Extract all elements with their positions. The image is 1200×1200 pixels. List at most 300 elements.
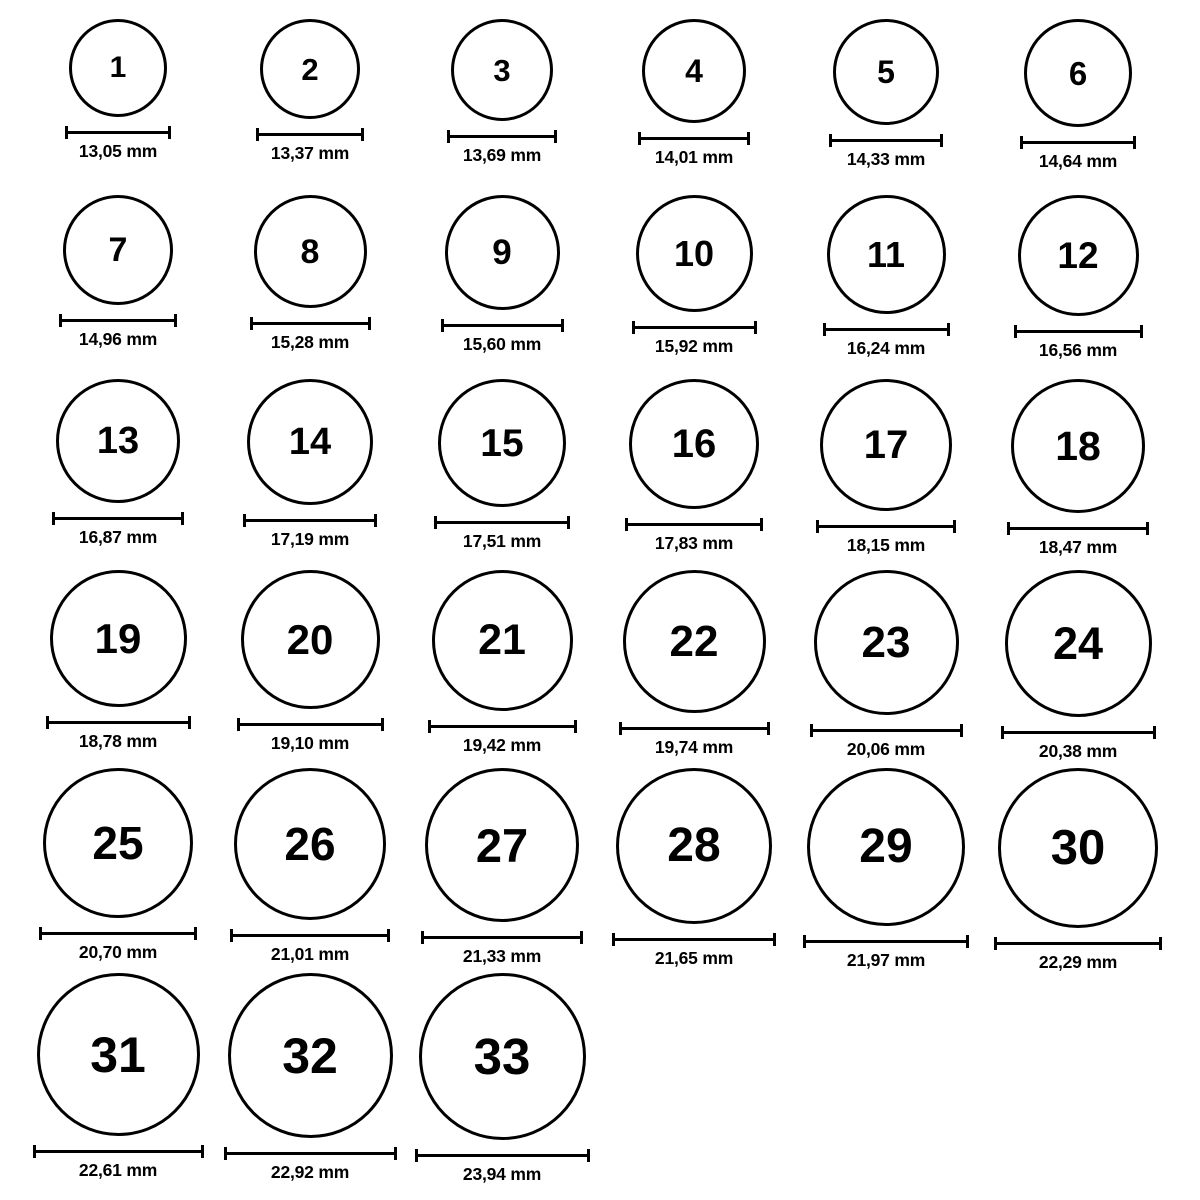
- measure-tick-right-icon: [368, 317, 371, 330]
- measure-line: [612, 938, 776, 941]
- measure-line: [59, 319, 177, 322]
- measure-bar: [994, 937, 1162, 948]
- measure-tick-left-icon: [1001, 726, 1004, 739]
- measure-tick-left-icon: [1007, 522, 1010, 535]
- ring-size-cell[interactable]: [406, 18, 598, 166]
- measure-line: [52, 517, 184, 520]
- ring-size-number: 15: [480, 421, 524, 465]
- diameter-measure: [1014, 324, 1143, 336]
- ring-size-cell[interactable]: [982, 569, 1174, 762]
- ring-size-number: 12: [1057, 235, 1099, 276]
- measure-tick-right-icon: [574, 720, 577, 733]
- ring-circle-wrap: [22, 972, 214, 1137]
- diameter-label: 15,28 mm: [270, 332, 350, 352]
- diameter-measure: [59, 313, 177, 325]
- ring-circle-wrap: [22, 194, 214, 306]
- ring-outline-circle: [228, 973, 393, 1138]
- ring-circle-wrap: [214, 194, 406, 309]
- measure-bar: [829, 134, 943, 145]
- measure-bar: [1014, 325, 1143, 336]
- ring-circle-wrap: [598, 767, 790, 925]
- ring-outline-circle: [432, 570, 573, 711]
- ring-size-cell[interactable]: [22, 194, 214, 350]
- diameter-label: 14,33 mm: [846, 149, 926, 169]
- diameter-measure: [1007, 521, 1149, 533]
- measure-line: [65, 131, 171, 134]
- diameter-label: 13,37 mm: [270, 143, 350, 163]
- measure-tick-left-icon: [415, 1149, 418, 1162]
- diameter-label: 18,78 mm: [78, 731, 158, 751]
- ring-size-cell[interactable]: [598, 569, 790, 758]
- ring-size-cell[interactable]: [598, 194, 790, 357]
- measure-tick-right-icon: [940, 134, 943, 147]
- ring-outline-circle: [629, 379, 759, 509]
- diameter-label: 20,06 mm: [846, 739, 926, 759]
- measure-tick-right-icon: [374, 514, 377, 527]
- diameter-label: 20,38 mm: [1038, 741, 1118, 761]
- diameter-measure: [1020, 135, 1136, 147]
- measure-tick-right-icon: [181, 512, 184, 525]
- measure-bar: [59, 314, 177, 325]
- measure-line: [237, 723, 384, 726]
- measure-tick-left-icon: [224, 1147, 227, 1160]
- ring-outline-circle: [820, 379, 952, 511]
- measure-bar: [237, 718, 384, 729]
- measure-tick-right-icon: [1140, 325, 1143, 338]
- ring-size-number: 33: [473, 1028, 531, 1085]
- ring-size-number: 31: [90, 1026, 146, 1083]
- measure-tick-right-icon: [194, 927, 197, 940]
- ring-size-cell[interactable]: [406, 972, 598, 1185]
- ring-circle-wrap: [406, 378, 598, 508]
- measure-tick-left-icon: [421, 931, 424, 944]
- ring-size-cell[interactable]: [22, 972, 214, 1181]
- measure-tick-right-icon: [554, 130, 557, 143]
- ring-circle-wrap: [598, 18, 790, 124]
- diameter-measure: [625, 517, 763, 529]
- measure-bar: [823, 323, 950, 334]
- measure-tick-left-icon: [441, 319, 444, 332]
- ring-circle-wrap: [214, 972, 406, 1139]
- ring-outline-circle: [642, 19, 746, 123]
- diameter-label: 15,92 mm: [654, 336, 734, 356]
- measure-tick-left-icon: [434, 516, 437, 529]
- measure-tick-left-icon: [803, 935, 806, 948]
- ring-size-number: 30: [1050, 820, 1106, 875]
- ring-outline-circle: [623, 570, 766, 713]
- ring-size-number: 11: [866, 233, 906, 275]
- ring-circle-wrap: [982, 569, 1174, 718]
- ring-outline-circle: [234, 768, 386, 920]
- measure-line: [803, 940, 969, 943]
- diameter-measure: [415, 1148, 590, 1160]
- ring-circle-wrap: [406, 18, 598, 122]
- measure-line: [46, 721, 191, 724]
- measure-tick-left-icon: [612, 933, 615, 946]
- diameter-measure: [65, 125, 171, 137]
- ring-size-cell[interactable]: [406, 378, 598, 552]
- ring-size-number: 10: [673, 232, 715, 274]
- measure-line: [33, 1150, 204, 1153]
- ring-size-cell[interactable]: [982, 194, 1174, 361]
- measure-line: [625, 523, 763, 526]
- measure-line: [415, 1154, 590, 1157]
- measure-tick-right-icon: [960, 724, 963, 737]
- ring-outline-circle: [445, 195, 560, 310]
- diameter-label: 18,47 mm: [1038, 537, 1118, 557]
- ring-outline-circle: [998, 768, 1158, 928]
- diameter-measure: [243, 513, 377, 525]
- ring-size-number: 22: [669, 616, 719, 666]
- ring-size-number: 9: [492, 233, 512, 272]
- measure-tick-left-icon: [52, 512, 55, 525]
- measure-tick-right-icon: [567, 516, 570, 529]
- ring-size-number: 24: [1052, 618, 1104, 669]
- measure-line: [250, 322, 371, 325]
- diameter-measure: [230, 928, 390, 940]
- ring-outline-circle: [50, 570, 187, 707]
- ring-circle-wrap: [598, 378, 790, 510]
- measure-tick-left-icon: [46, 716, 49, 729]
- ring-size-number: 13: [96, 420, 140, 462]
- measure-line: [421, 936, 583, 939]
- diameter-measure: [237, 717, 384, 729]
- ring-size-cell[interactable]: [790, 767, 982, 971]
- ring-size-cell[interactable]: [22, 569, 214, 752]
- diameter-measure: [421, 930, 583, 942]
- measure-tick-left-icon: [65, 126, 68, 139]
- measure-line: [1001, 731, 1156, 734]
- diameter-measure: [638, 131, 750, 143]
- measure-tick-left-icon: [1020, 136, 1023, 149]
- measure-tick-right-icon: [760, 518, 763, 531]
- measure-tick-right-icon: [188, 716, 191, 729]
- ring-outline-circle: [1005, 570, 1152, 717]
- ring-outline-circle: [56, 379, 180, 503]
- diameter-measure: [612, 932, 776, 944]
- measure-tick-left-icon: [237, 718, 240, 731]
- diameter-measure: [994, 936, 1162, 948]
- diameter-label: 16,56 mm: [1038, 340, 1118, 360]
- ring-size-cell[interactable]: [790, 194, 982, 359]
- diameter-label: 18,15 mm: [846, 535, 926, 555]
- ring-size-cell[interactable]: [214, 767, 406, 965]
- measure-bar: [415, 1149, 590, 1160]
- measure-tick-right-icon: [773, 933, 776, 946]
- measure-tick-left-icon: [632, 321, 635, 334]
- ring-size-number: 5: [877, 54, 895, 90]
- ring-size-number: 19: [94, 614, 142, 662]
- ring-outline-circle: [419, 973, 586, 1140]
- measure-bar: [632, 321, 757, 332]
- ring-outline-circle: [260, 19, 360, 119]
- ring-size-cell[interactable]: [406, 569, 598, 756]
- ring-size-cell[interactable]: [406, 194, 598, 355]
- measure-bar: [612, 933, 776, 944]
- ring-circle-wrap: [790, 767, 982, 927]
- measure-tick-right-icon: [966, 935, 969, 948]
- ring-size-row: [22, 194, 1182, 361]
- diameter-measure: [46, 715, 191, 727]
- measure-bar: [447, 130, 557, 141]
- ring-size-cell[interactable]: [982, 378, 1174, 558]
- measure-line: [994, 942, 1162, 945]
- ring-circle-wrap: [982, 378, 1174, 514]
- measure-tick-right-icon: [587, 1149, 590, 1162]
- measure-bar: [39, 927, 197, 938]
- ring-size-row: [22, 378, 1182, 558]
- measure-line: [1020, 141, 1136, 144]
- ring-size-number: 16: [671, 422, 717, 466]
- diameter-measure: [434, 515, 570, 527]
- ring-size-number: 20: [286, 615, 334, 663]
- measure-tick-right-icon: [381, 718, 384, 731]
- measure-line: [810, 729, 963, 732]
- ring-size-number: 3: [493, 52, 511, 88]
- diameter-label: 16,24 mm: [846, 338, 926, 358]
- measure-line: [1014, 330, 1143, 333]
- measure-tick-right-icon: [580, 931, 583, 944]
- diameter-label: 21,97 mm: [846, 950, 926, 970]
- ring-size-number: 27: [475, 818, 529, 872]
- measure-tick-left-icon: [638, 132, 641, 145]
- diameter-label: 17,83 mm: [654, 533, 734, 553]
- ring-outline-circle: [636, 195, 753, 312]
- measure-tick-left-icon: [829, 134, 832, 147]
- ring-size-row: [22, 767, 1182, 973]
- ring-outline-circle: [827, 195, 946, 314]
- diameter-measure: [224, 1146, 397, 1158]
- measure-tick-left-icon: [39, 927, 42, 940]
- measure-bar: [625, 518, 763, 529]
- ring-circle-wrap: [406, 569, 598, 712]
- measure-bar: [434, 516, 570, 527]
- ring-size-cell[interactable]: [790, 18, 982, 170]
- measure-line: [243, 519, 377, 522]
- measure-tick-right-icon: [747, 132, 750, 145]
- measure-line: [441, 324, 564, 327]
- diameter-measure: [1001, 725, 1156, 737]
- ring-size-number: 29: [859, 820, 913, 873]
- measure-bar: [638, 132, 750, 143]
- diameter-label: 19,74 mm: [654, 737, 734, 757]
- ring-size-number: 6: [1068, 54, 1088, 92]
- ring-size-cell[interactable]: [982, 18, 1174, 172]
- ring-outline-circle: [833, 19, 939, 125]
- ring-circle-wrap: [406, 767, 598, 923]
- ring-size-cell[interactable]: [790, 569, 982, 760]
- ring-size-number: 18: [1055, 422, 1101, 469]
- ring-size-cell[interactable]: [22, 767, 214, 963]
- ring-size-number: 25: [92, 817, 144, 869]
- ring-size-number: 32: [282, 1027, 338, 1084]
- measure-tick-left-icon: [59, 314, 62, 327]
- diameter-measure: [256, 127, 364, 139]
- diameter-label: 13,05 mm: [78, 141, 158, 161]
- ring-size-cell[interactable]: [790, 378, 982, 556]
- ring-outline-circle: [43, 768, 193, 918]
- diameter-label: 21,01 mm: [270, 944, 350, 964]
- ring-outline-circle: [451, 19, 553, 121]
- diameter-label: 21,65 mm: [654, 948, 734, 968]
- measure-bar: [1007, 522, 1149, 533]
- diameter-measure: [829, 133, 943, 145]
- ring-outline-circle: [63, 195, 173, 305]
- diameter-measure: [810, 723, 963, 735]
- measure-bar: [1020, 136, 1136, 147]
- measure-tick-left-icon: [816, 520, 819, 533]
- measure-tick-left-icon: [625, 518, 628, 531]
- ring-circle-wrap: [982, 767, 1174, 929]
- measure-tick-right-icon: [767, 722, 770, 735]
- ring-circle-wrap: [22, 569, 214, 708]
- measure-bar: [1001, 726, 1156, 737]
- ring-size-cell[interactable]: [406, 767, 598, 967]
- ring-size-number: 2: [301, 51, 319, 87]
- measure-line: [829, 139, 943, 142]
- ring-size-cell[interactable]: [214, 378, 406, 550]
- measure-tick-right-icon: [174, 314, 177, 327]
- measure-tick-left-icon: [1014, 325, 1017, 338]
- diameter-measure: [632, 320, 757, 332]
- ring-circle-wrap: [982, 18, 1174, 128]
- measure-tick-left-icon: [810, 724, 813, 737]
- measure-tick-right-icon: [1146, 522, 1149, 535]
- ring-outline-circle: [1018, 195, 1139, 316]
- ring-size-number: 17: [863, 423, 909, 467]
- measure-bar: [243, 514, 377, 525]
- measure-tick-left-icon: [230, 929, 233, 942]
- measure-bar: [619, 722, 770, 733]
- measure-bar: [816, 520, 956, 531]
- ring-outline-circle: [247, 379, 373, 505]
- diameter-label: 14,01 mm: [654, 147, 734, 167]
- ring-circle-wrap: [214, 378, 406, 506]
- measure-tick-left-icon: [250, 317, 253, 330]
- ring-size-cell[interactable]: [214, 18, 406, 164]
- diameter-label: 22,92 mm: [270, 1162, 350, 1182]
- measure-line: [816, 525, 956, 528]
- ring-circle-wrap: [406, 972, 598, 1141]
- measure-line: [619, 727, 770, 730]
- measure-bar: [256, 128, 364, 139]
- measure-tick-right-icon: [561, 319, 564, 332]
- ring-size-cell[interactable]: [22, 378, 214, 548]
- measure-line: [39, 932, 197, 935]
- diameter-measure: [33, 1144, 204, 1156]
- measure-tick-right-icon: [947, 323, 950, 336]
- ring-circle-wrap: [214, 767, 406, 921]
- diameter-label: 14,96 mm: [78, 329, 158, 349]
- ring-size-row: [22, 972, 1182, 1185]
- ring-size-cell[interactable]: [214, 569, 406, 754]
- ring-size-cell[interactable]: [598, 767, 790, 969]
- measure-line: [428, 725, 577, 728]
- diameter-label: 19,42 mm: [462, 735, 542, 755]
- ring-circle-wrap: [214, 18, 406, 120]
- diameter-measure: [447, 129, 557, 141]
- measure-line: [823, 328, 950, 331]
- measure-tick-right-icon: [1133, 136, 1136, 149]
- ring-size-cell[interactable]: [22, 18, 214, 162]
- diameter-measure: [823, 322, 950, 334]
- measure-line: [1007, 527, 1149, 530]
- ring-outline-circle: [616, 768, 772, 924]
- measure-bar: [803, 935, 969, 946]
- ring-outline-circle: [425, 768, 579, 922]
- ring-outline-circle: [807, 768, 965, 926]
- ring-circle-wrap: [790, 18, 982, 126]
- diameter-measure: [816, 519, 956, 531]
- measure-line: [230, 934, 390, 937]
- measure-bar: [230, 929, 390, 940]
- diameter-measure: [39, 926, 197, 938]
- diameter-label: 17,51 mm: [462, 531, 542, 551]
- ring-outline-circle: [1024, 19, 1132, 127]
- measure-bar: [33, 1145, 204, 1156]
- ring-size-cell[interactable]: [214, 194, 406, 353]
- measure-tick-right-icon: [1153, 726, 1156, 739]
- ring-size-cell[interactable]: [214, 972, 406, 1183]
- measure-tick-left-icon: [823, 323, 826, 336]
- diameter-label: 13,69 mm: [462, 145, 542, 165]
- measure-tick-left-icon: [243, 514, 246, 527]
- ring-circle-wrap: [22, 18, 214, 118]
- measure-line: [447, 135, 557, 138]
- diameter-label: 15,60 mm: [462, 334, 542, 354]
- ring-circle-wrap: [598, 569, 790, 714]
- ring-outline-circle: [438, 379, 566, 507]
- measure-bar: [421, 931, 583, 942]
- ring-size-number: 28: [667, 819, 721, 872]
- measure-tick-left-icon: [994, 937, 997, 950]
- measure-bar: [428, 720, 577, 731]
- diameter-measure: [52, 511, 184, 523]
- measure-tick-right-icon: [394, 1147, 397, 1160]
- diameter-measure: [803, 934, 969, 946]
- ring-size-cell[interactable]: [598, 18, 790, 168]
- measure-bar: [46, 716, 191, 727]
- diameter-label: 21,33 mm: [462, 946, 542, 966]
- ring-circle-wrap: [214, 569, 406, 710]
- ring-outline-circle: [814, 570, 959, 715]
- measure-tick-right-icon: [1159, 937, 1162, 950]
- ring-outline-circle: [254, 195, 367, 308]
- ring-size-number: 26: [284, 818, 336, 870]
- measure-bar: [224, 1147, 397, 1158]
- measure-bar: [65, 126, 171, 137]
- ring-outline-circle: [69, 19, 167, 117]
- ring-size-row: [22, 18, 1182, 172]
- ring-size-number: 21: [478, 616, 526, 664]
- diameter-measure: [250, 316, 371, 328]
- measure-line: [632, 326, 757, 329]
- ring-circle-wrap: [790, 378, 982, 512]
- measure-tick-left-icon: [447, 130, 450, 143]
- ring-size-row: [22, 569, 1182, 762]
- ring-size-number: 8: [300, 232, 320, 271]
- measure-bar: [250, 317, 371, 328]
- measure-line: [638, 137, 750, 140]
- measure-tick-left-icon: [256, 128, 259, 141]
- ring-circle-wrap: [22, 378, 214, 504]
- diameter-label: 22,61 mm: [78, 1160, 158, 1180]
- ring-size-cell[interactable]: [982, 767, 1174, 973]
- measure-bar: [441, 319, 564, 330]
- ring-size-cell[interactable]: [598, 378, 790, 554]
- measure-bar: [52, 512, 184, 523]
- ring-size-number: 4: [685, 53, 703, 89]
